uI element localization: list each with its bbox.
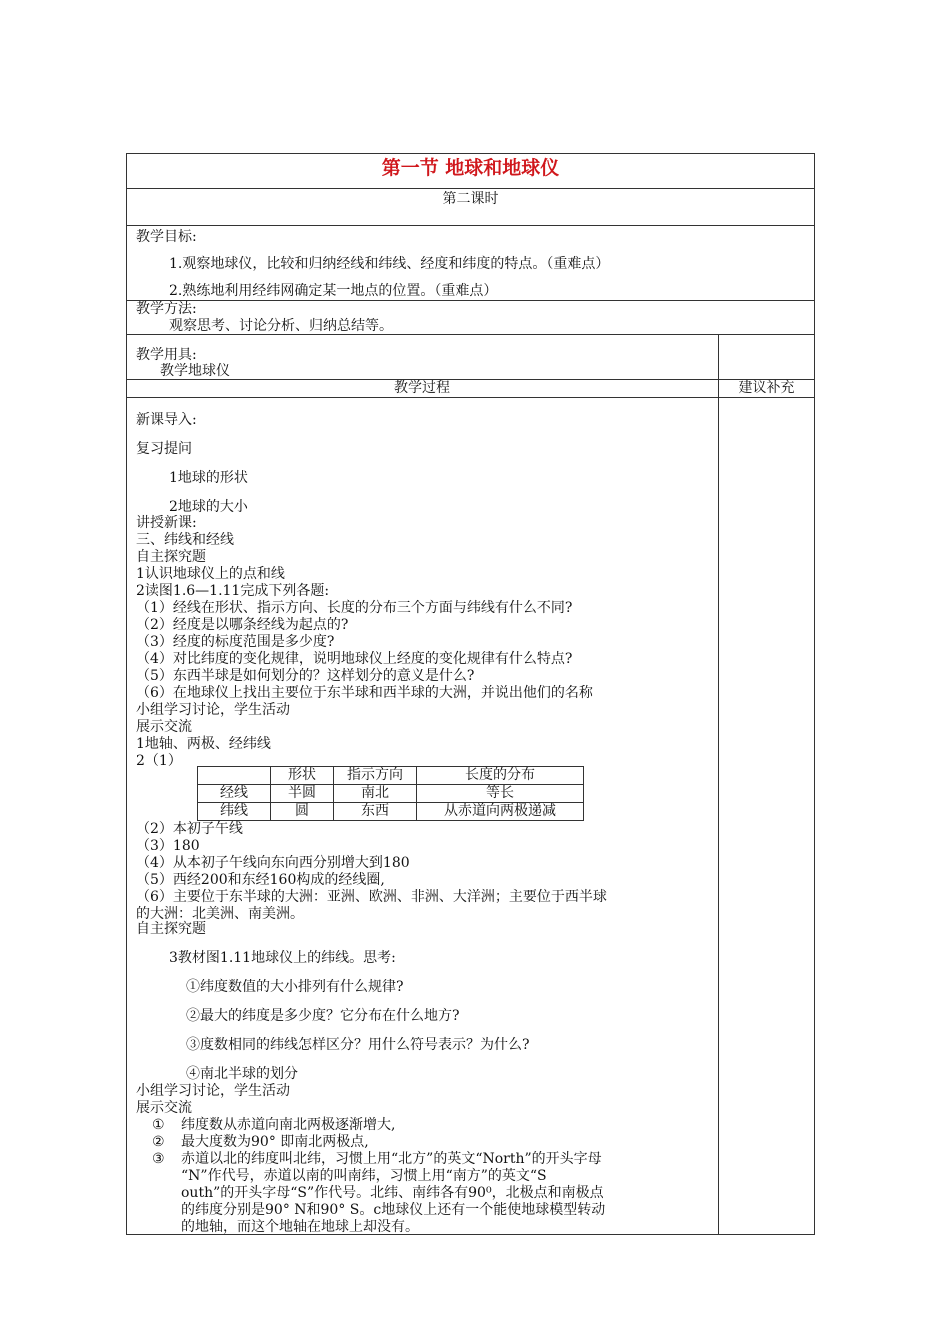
lesson-heading: 讲授新课: [136, 515, 197, 531]
question-subitem: （5）东西半球是如何划分的？这样划分的意义是什么? [136, 668, 475, 684]
question-subitem: ②最大的纬度是多少度？它分布在什么地方? [186, 1008, 460, 1024]
question-subitem: ④南北半球的划分 [186, 1066, 298, 1082]
answer-item: （2）本初子午线 [136, 821, 243, 837]
page-title: 第一节 地球和地球仪 [381, 157, 560, 179]
answer-item: （3）180 [136, 838, 200, 854]
table-cell: 南北 [334, 785, 417, 803]
supplement-header: 建议补充 [738, 380, 795, 396]
methods-heading: 教学方法: [136, 301, 197, 317]
question-subitem: （1）经线在形状、指示方向、长度的分布三个方面与纬线有什么不同? [136, 600, 573, 616]
row-divider [126, 300, 815, 301]
review-item: 2地球的大小 [169, 499, 248, 515]
answer-line: 最大度数为90° 即南北两极点, [181, 1134, 369, 1150]
share-heading: 展示交流 [136, 1100, 192, 1116]
table-header-row [198, 767, 584, 785]
answer-item: （4）从本初子午线向东向西分别增大到180 [136, 855, 410, 871]
table-cell [198, 767, 271, 785]
question-item: 3教材图1.11地球仪上的纬线。思考: [169, 950, 396, 966]
group-activity: 小组学习讨论，学生活动 [136, 702, 290, 718]
question-subitem: ①纬度数值的大小排列有什么规律? [186, 979, 404, 995]
row-divider [126, 188, 815, 189]
table-row [198, 785, 584, 803]
explore-heading: 自主探究题 [136, 921, 206, 937]
question-subitem: （6）在地球仪上找出主要位于东半球和西半球的大洲，并说出他们的名称 [136, 685, 593, 701]
review-item: 1地球的形状 [169, 470, 248, 486]
review-heading: 复习提问 [136, 441, 192, 457]
table-cell: 东西 [334, 803, 417, 821]
objective-item: 2.熟练地利用经纬网确定某一地点的位置。（重难点） [169, 283, 498, 299]
answer-item: （5）西经200和东经160构成的经线圈, [136, 872, 385, 888]
answer-marker: ① [152, 1117, 165, 1133]
question-subitem: （4）对比纬度的变化规律，说明地球仪上经度的变化规律有什么特点? [136, 651, 573, 667]
question-item: 2读图1.6—1.11完成下列各题: [136, 583, 330, 599]
explore-heading: 自主探究题 [136, 549, 206, 565]
answer-line: 纬度数从赤道向南北两极逐渐增大, [181, 1117, 396, 1133]
table-cell: 指示方向 [334, 767, 417, 785]
answer-line: 的地轴，而这个地轴在地球上却没有。 [181, 1219, 419, 1235]
tools-heading: 教学用具: [136, 347, 197, 363]
comparison-table [197, 766, 584, 821]
table-cell: 从赤道向两极递减 [417, 803, 584, 821]
answer-line: outh”的开头字母“S”作代号。北纬、南纬各有90⁰，北极点和南极点 [181, 1185, 604, 1201]
group-activity: 小组学习讨论，学生活动 [136, 1083, 290, 1099]
answer-line: 赤道以北的纬度叫北纬，习惯上用“北方”的英文“North”的开头字母 [181, 1151, 602, 1167]
new-intro: 新课导入: [136, 412, 197, 428]
table-cell: 等长 [417, 785, 584, 803]
process-header: 教学过程 [394, 380, 450, 396]
answer-line: “N”作代号，赤道以南的叫南纬，习惯上用“南方”的英文“S [181, 1168, 547, 1184]
table-row [198, 803, 584, 821]
methods-text: 观察思考、讨论分析、归纳总结等。 [169, 318, 393, 334]
answer-item: 的大洲：北美洲、南美洲。 [136, 906, 304, 922]
objective-item: 1.观察地球仪，比较和归纳经线和纬线、经度和纬度的特点。（重难点） [169, 256, 610, 272]
table-cell: 圆 [271, 803, 334, 821]
section-heading: 三、纬线和经线 [136, 532, 234, 548]
table-cell: 长度的分布 [417, 767, 584, 785]
answer-line: 的纬度分别是90° N和90° S。c地球仪上还有一个能使地球模型转动 [181, 1202, 606, 1218]
share-heading: 展示交流 [136, 719, 192, 735]
table-cell: 纬线 [198, 803, 271, 821]
question-item: 1认识地球仪上的点和线 [136, 566, 285, 582]
answer-item: 2（1） [136, 753, 182, 769]
answer-marker: ② [152, 1134, 165, 1150]
question-subitem: ③度数相同的纬线怎样区分？用什么符号表示？为什么? [186, 1037, 530, 1053]
lesson-period: 第二课时 [442, 191, 499, 207]
answer-item: 1地轴、两极、经纬线 [136, 736, 271, 752]
table-cell: 半圆 [271, 785, 334, 803]
row-divider [126, 397, 815, 398]
question-subitem: （2）经度是以哪条经线为起点的? [136, 617, 349, 633]
tools-text: 教学地球仪 [160, 363, 230, 379]
answer-item: （6）主要位于东半球的大洲：亚洲、欧洲、非洲、大洋洲；主要位于西半球 [136, 889, 607, 905]
table-cell: 形状 [271, 767, 334, 785]
answer-marker: ③ [152, 1151, 165, 1167]
column-divider [718, 334, 719, 1235]
question-subitem: （3）经度的标度范围是多少度? [136, 634, 335, 650]
row-divider [126, 225, 815, 226]
objectives-heading: 教学目标: [136, 229, 197, 245]
table-cell: 经线 [198, 785, 271, 803]
